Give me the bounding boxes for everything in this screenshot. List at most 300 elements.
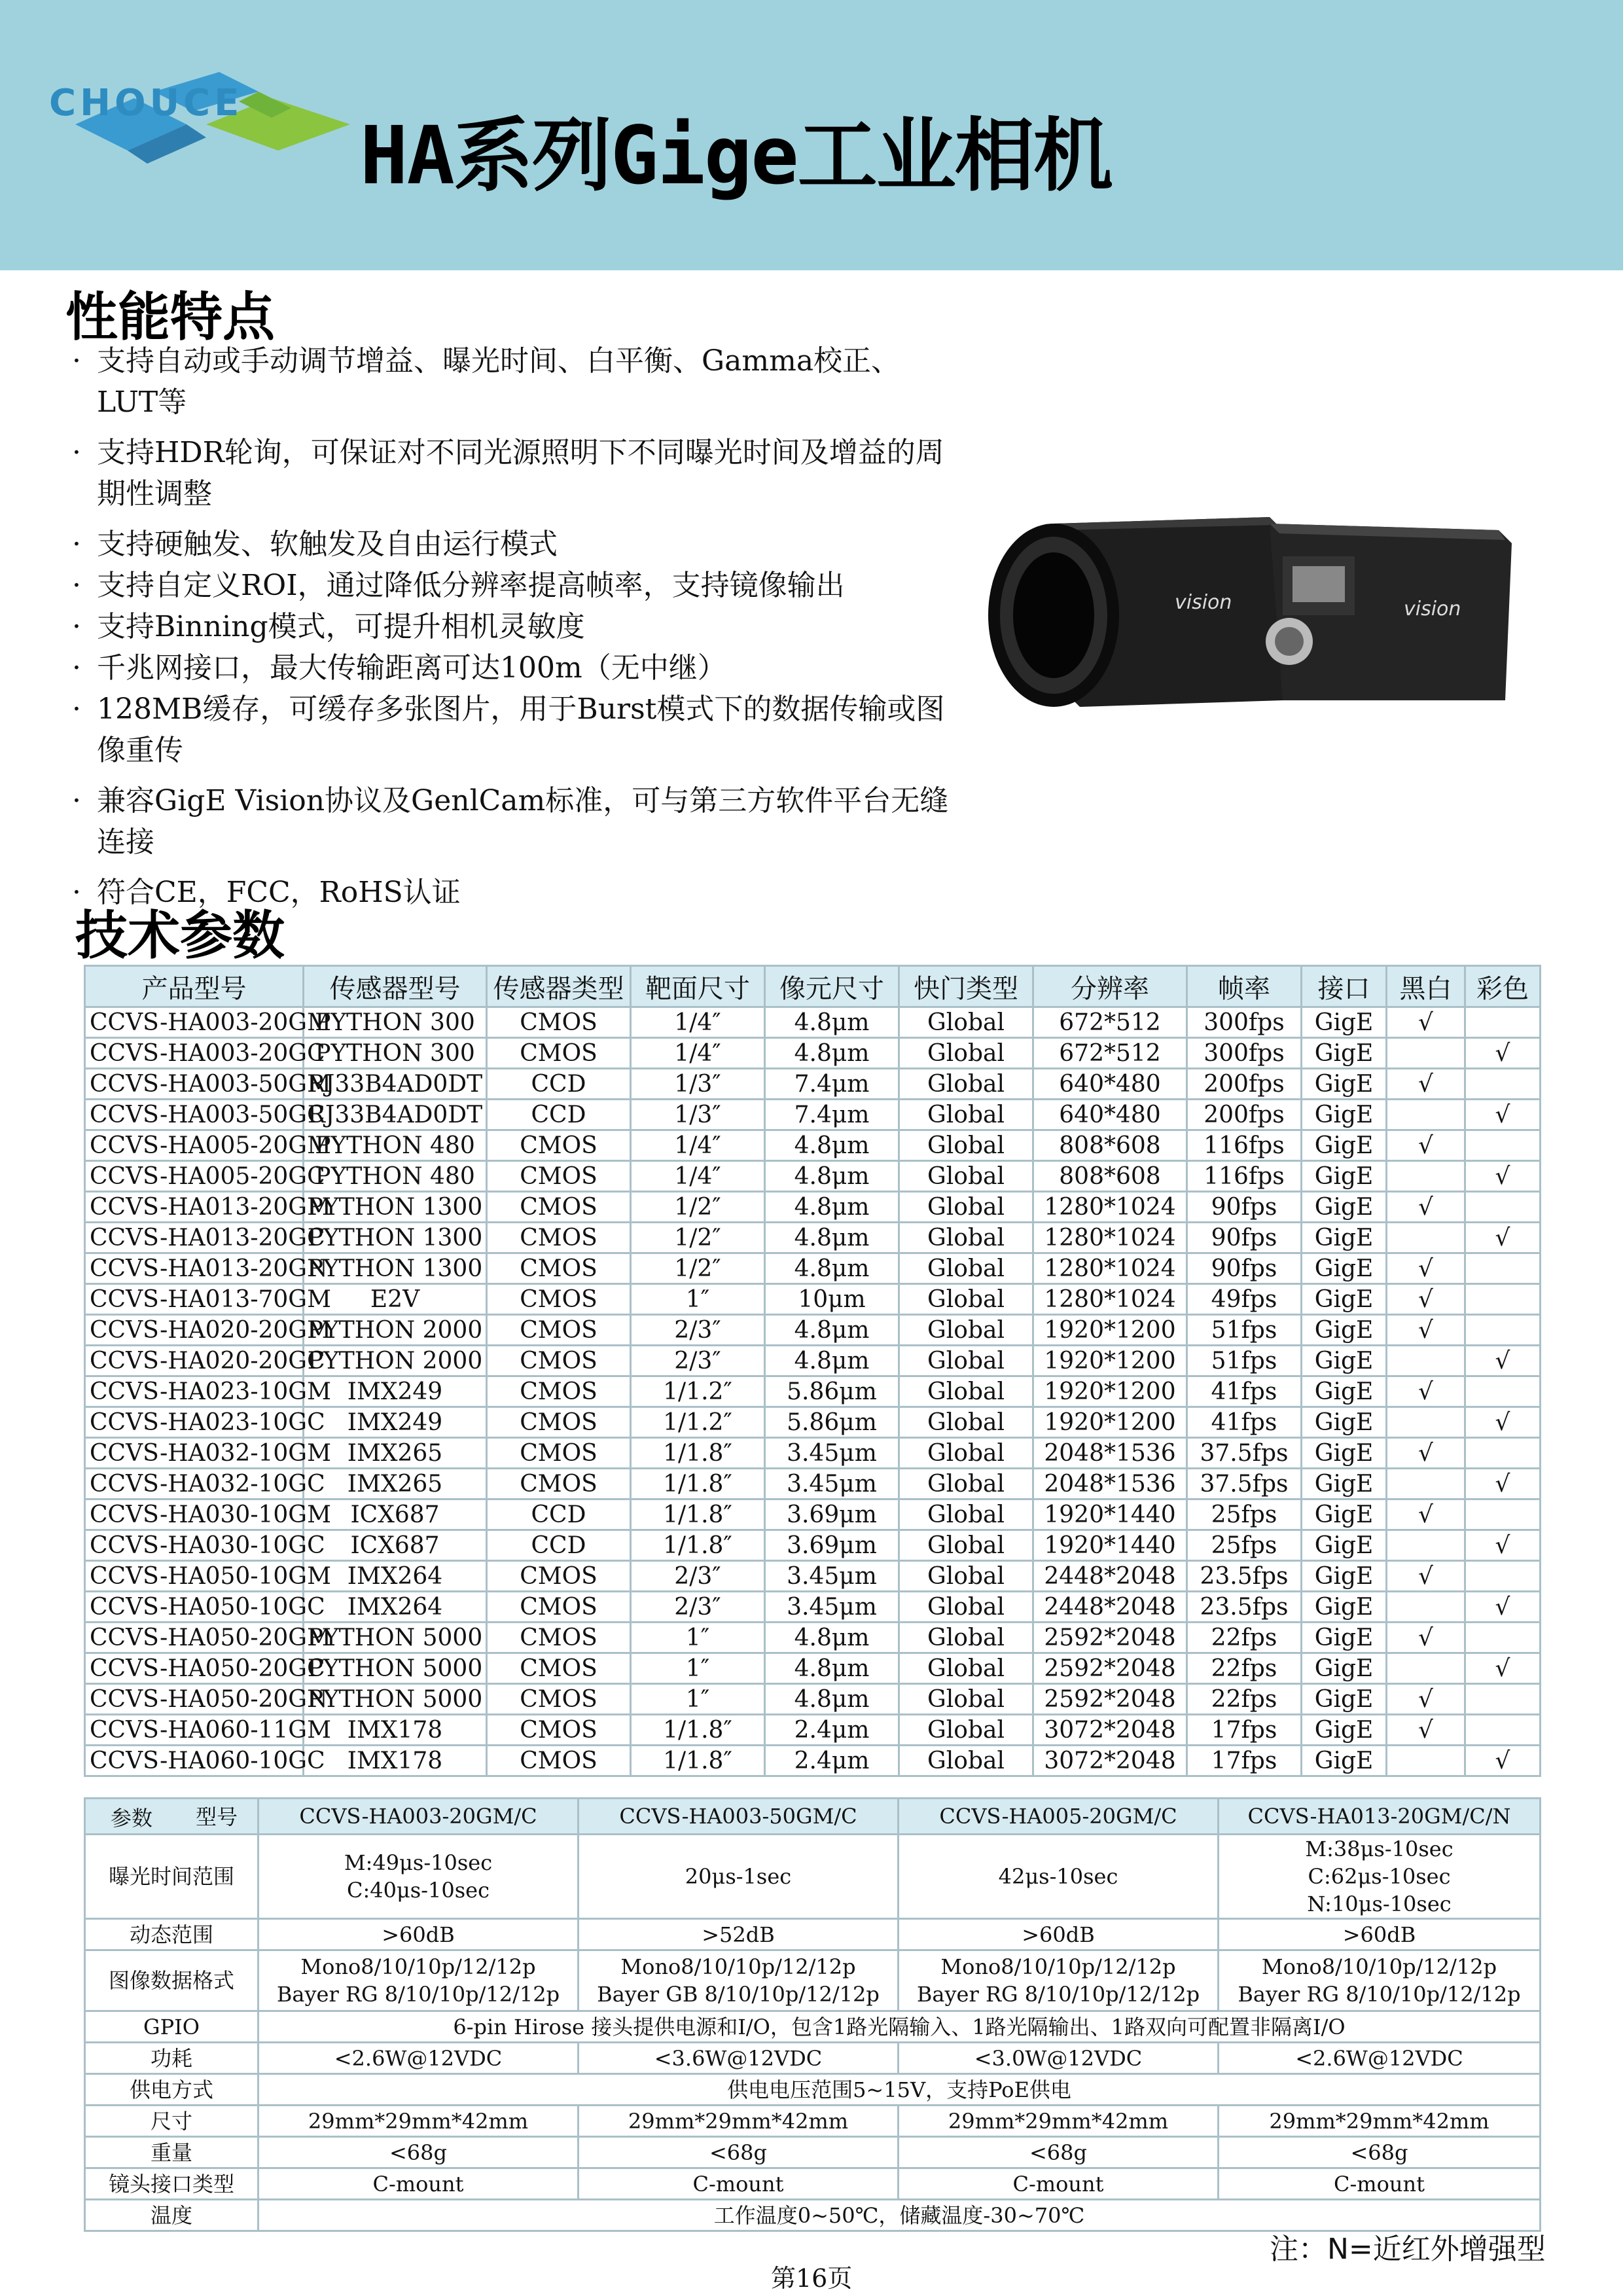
spec-cell: GigE (1302, 1623, 1387, 1653)
spec-cell: 1920*1200 (1033, 1346, 1187, 1376)
spec-cell: 25fps (1187, 1530, 1302, 1561)
spec-cell: √ (1387, 1623, 1465, 1653)
feature-item: · 兼容GigE Vision协议及GenlCam标准，可与第三方软件平台无缝连接 (65, 780, 949, 863)
model-cell: CCVS-HA013-20GN (85, 1253, 304, 1284)
spec-cell: CMOS (487, 1161, 631, 1192)
param-value (1219, 1950, 1541, 2011)
spec-cell: 41fps (1187, 1376, 1302, 1407)
spec-cell (1465, 1623, 1541, 1653)
spec-cell (1387, 1346, 1465, 1376)
spec-cell: 5.86μm (765, 1407, 899, 1438)
param-value: C-mount (579, 2168, 899, 2200)
spec-cell (1387, 1653, 1465, 1684)
spec-cell: GigE (1302, 1653, 1387, 1684)
model-cell: CCVS-HA023-10GM (85, 1376, 304, 1407)
spec-row (85, 1530, 1541, 1561)
spec-cell: Global (899, 1038, 1033, 1069)
param-value: 工作温度0~50℃，储藏温度-30~70℃ (259, 2200, 1541, 2231)
spec-cell: GigE (1302, 1284, 1387, 1315)
spec-cell: E2V (304, 1284, 487, 1315)
spec-cell: Global (899, 1100, 1033, 1130)
model-cell: CCVS-HA050-20GM (85, 1623, 304, 1653)
spec-cell: 640*480 (1033, 1069, 1187, 1100)
spec-cell: 4.8μm (765, 1623, 899, 1653)
model-header: CCVS-HA003-50GM/C (579, 1799, 899, 1835)
spec-cell: √ (1387, 1130, 1465, 1161)
spec-cell: 90fps (1187, 1253, 1302, 1284)
spec-cell (1387, 1469, 1465, 1499)
feature-item: · 支持硬触发、软触发及自由运行模式 (65, 524, 949, 565)
spec-cell: 22fps (1187, 1684, 1302, 1715)
camera-brand-text: vision (1404, 598, 1461, 620)
spec-cell: 23.5fps (1187, 1561, 1302, 1592)
spec-cell: 1280*1024 (1033, 1223, 1187, 1253)
spec-table (84, 965, 1541, 1777)
spec-cell: 1/3″ (631, 1069, 765, 1100)
spec-cell: 2/3″ (631, 1315, 765, 1346)
spec-cell: GigE (1302, 1592, 1387, 1623)
spec-cell: CMOS (487, 1223, 631, 1253)
spec-cell: 22fps (1187, 1653, 1302, 1684)
spec-row (85, 1346, 1541, 1376)
spec-row (85, 1653, 1541, 1684)
spec-cell: Global (899, 1499, 1033, 1530)
model-corner-label: 型号 (195, 1804, 238, 1829)
spec-row (85, 1223, 1541, 1253)
spec-cell: GigE (1302, 1100, 1387, 1130)
spec-cell: √ (1465, 1530, 1541, 1561)
spec-cell: Global (899, 1407, 1033, 1438)
spec-cell: IMX265 (304, 1469, 487, 1499)
spec-cell (1465, 1684, 1541, 1715)
specs-heading: 技术参数 (75, 905, 285, 966)
param-value-line: Bayer GB 8/10/10p/12/12p (597, 1982, 880, 2007)
param-value (579, 1950, 899, 2011)
spec-row (85, 1407, 1541, 1438)
spec-cell: CCD (487, 1069, 631, 1100)
spec-cell: ICX687 (304, 1530, 487, 1561)
feature-item: · 千兆网接口，最大传输距离可达100m（无中继） (65, 647, 949, 689)
param-row-data-format (85, 1950, 1541, 2011)
spec-cell (1465, 1315, 1541, 1346)
spec-row (85, 1007, 1541, 1038)
spec-cell: GigE (1302, 1253, 1387, 1284)
spec-cell: 3.45μm (765, 1561, 899, 1592)
spec-cell: CMOS (487, 1653, 631, 1684)
spec-cell: Global (899, 1007, 1033, 1038)
param-value: >60dB (1219, 1919, 1541, 1950)
spec-cell: RJ33B4AD0DT (304, 1100, 487, 1130)
param-label: 功耗 (85, 2043, 259, 2074)
param-label: 温度 (85, 2200, 259, 2231)
spec-cell: √ (1387, 1715, 1465, 1746)
spec-cell: PYTHON 5000 (304, 1684, 487, 1715)
spec-cell (1465, 1499, 1541, 1530)
param-label: 重量 (85, 2137, 259, 2168)
spec-cell (1387, 1100, 1465, 1130)
spec-cell: 5.86μm (765, 1376, 899, 1407)
spec-cell: 17fps (1187, 1746, 1302, 1776)
param-value: <2.6W@12VDC (259, 2043, 579, 2074)
spec-cell: 1/2″ (631, 1192, 765, 1223)
spec-cell: 4.8μm (765, 1130, 899, 1161)
logo-text: CHOUCE (49, 82, 243, 124)
spec-cell: CMOS (487, 1284, 631, 1315)
param-table (84, 1797, 1541, 2232)
spec-cell: 1″ (631, 1284, 765, 1315)
spec-cell: 1920*1200 (1033, 1376, 1187, 1407)
spec-cell: 4.8μm (765, 1653, 899, 1684)
spec-row (85, 1130, 1541, 1161)
spec-cell: IMX249 (304, 1376, 487, 1407)
model-cell: CCVS-HA050-20GC (85, 1653, 304, 1684)
spec-cell: Global (899, 1684, 1033, 1715)
spec-cell: 4.8μm (765, 1346, 899, 1376)
spec-cell: GigE (1302, 1499, 1387, 1530)
spec-cell: CMOS (487, 1253, 631, 1284)
param-value: C-mount (899, 2168, 1219, 2200)
spec-cell: √ (1465, 1469, 1541, 1499)
param-value-line: Mono8/10/10p/12/12p (1261, 1954, 1497, 1979)
param-value-line: Bayer RG 8/10/10p/12/12p (1238, 1982, 1521, 2007)
model-header: CCVS-HA005-20GM/C (899, 1799, 1219, 1835)
spec-cell: GigE (1302, 1161, 1387, 1192)
spec-cell: 1″ (631, 1623, 765, 1653)
spec-cell: 1280*1024 (1033, 1253, 1187, 1284)
spec-cell: PYTHON 1300 (304, 1192, 487, 1223)
spec-cell: GigE (1302, 1376, 1387, 1407)
param-value: 29mm*29mm*42mm (259, 2106, 579, 2137)
spec-cell: √ (1387, 1315, 1465, 1346)
camera-brand-text: vision (1175, 591, 1232, 614)
spec-cell: Global (899, 1223, 1033, 1253)
param-corner-label: 参数 (111, 1806, 153, 1831)
spec-cell: √ (1387, 1192, 1465, 1223)
param-value-line: 42μs-10sec (998, 1864, 1118, 1889)
model-cell: CCVS-HA020-20GM (85, 1315, 304, 1346)
spec-column-header: 彩色 (1465, 966, 1541, 1007)
spec-cell: Global (899, 1253, 1033, 1284)
spec-cell: Global (899, 1623, 1033, 1653)
spec-cell: 2.4μm (765, 1715, 899, 1746)
spec-cell: Global (899, 1592, 1033, 1623)
spec-cell: CMOS (487, 1715, 631, 1746)
spec-cell: GigE (1302, 1007, 1387, 1038)
spec-cell (1465, 1284, 1541, 1315)
feature-item: · 支持自定义ROI，通过降低分辨率提高帧率，支持镜像输出 (65, 565, 949, 606)
spec-table-header (85, 966, 1541, 1007)
spec-cell: Global (899, 1315, 1033, 1346)
model-cell: CCVS-HA050-20GN (85, 1684, 304, 1715)
param-row-dynamic-range (85, 1919, 1541, 1950)
spec-table-body (85, 1007, 1541, 1776)
spec-cell (1387, 1407, 1465, 1438)
spec-cell: 3.45μm (765, 1438, 899, 1469)
spec-cell: 2448*2048 (1033, 1561, 1187, 1592)
model-cell: CCVS-HA020-20GC (85, 1346, 304, 1376)
param-value (1219, 1835, 1541, 1919)
spec-cell (1465, 1376, 1541, 1407)
spec-cell: CMOS (487, 1130, 631, 1161)
spec-cell (1465, 1438, 1541, 1469)
model-cell: CCVS-HA013-70GM (85, 1284, 304, 1315)
param-corner-cell (85, 1799, 259, 1835)
param-value (259, 1835, 579, 1919)
spec-row (85, 1069, 1541, 1100)
spec-cell: 672*512 (1033, 1007, 1187, 1038)
spec-cell: √ (1465, 1592, 1541, 1623)
model-cell: CCVS-HA060-10GC (85, 1746, 304, 1776)
param-value: <68g (579, 2137, 899, 2168)
spec-cell: 90fps (1187, 1223, 1302, 1253)
model-cell: CCVS-HA060-11GM (85, 1715, 304, 1746)
spec-cell: √ (1465, 1407, 1541, 1438)
param-value-line: M:38μs-10sec (1305, 1837, 1454, 1861)
spec-cell: IMX264 (304, 1561, 487, 1592)
spec-cell: CMOS (487, 1192, 631, 1223)
model-cell: CCVS-HA005-20GC (85, 1161, 304, 1192)
spec-cell: 1/2″ (631, 1253, 765, 1284)
spec-cell (1387, 1161, 1465, 1192)
spec-cell: 2592*2048 (1033, 1684, 1187, 1715)
spec-column-header: 传感器类型 (487, 966, 631, 1007)
param-value: <2.6W@12VDC (1219, 2043, 1541, 2074)
spec-cell: CCD (487, 1530, 631, 1561)
spec-cell: GigE (1302, 1192, 1387, 1223)
spec-cell: 1/4″ (631, 1130, 765, 1161)
spec-cell: Global (899, 1746, 1033, 1776)
spec-cell: CMOS (487, 1376, 631, 1407)
param-value: 供电电压范围5~15V，支持PoE供电 (259, 2074, 1541, 2106)
spec-cell: 672*512 (1033, 1038, 1187, 1069)
spec-cell (1465, 1715, 1541, 1746)
spec-cell (1465, 1130, 1541, 1161)
spec-cell: PYTHON 1300 (304, 1253, 487, 1284)
spec-cell: 22fps (1187, 1623, 1302, 1653)
spec-column-header: 接口 (1302, 966, 1387, 1007)
spec-cell: 4.8μm (765, 1253, 899, 1284)
spec-cell: 2592*2048 (1033, 1623, 1187, 1653)
spec-cell: GigE (1302, 1069, 1387, 1100)
param-value (579, 1835, 899, 1919)
spec-row (85, 1715, 1541, 1746)
spec-cell: 2/3″ (631, 1561, 765, 1592)
spec-cell: √ (1465, 1746, 1541, 1776)
param-value: 29mm*29mm*42mm (899, 2106, 1219, 2137)
param-row-exposure (85, 1835, 1541, 1919)
param-value: C-mount (259, 2168, 579, 2200)
spec-cell: 3.69μm (765, 1530, 899, 1561)
param-value: >60dB (259, 1919, 579, 1950)
spec-cell (1387, 1530, 1465, 1561)
feature-item: · 符合CE，FCC，RoHS认证 (65, 872, 949, 913)
spec-cell: 3072*2048 (1033, 1715, 1187, 1746)
param-value-line: N:10μs-10sec (1307, 1892, 1452, 1916)
spec-cell: 1/1.2″ (631, 1407, 765, 1438)
spec-cell: 1/1.8″ (631, 1499, 765, 1530)
spec-cell: 1280*1024 (1033, 1192, 1187, 1223)
spec-row (85, 1438, 1541, 1469)
spec-cell: 1/1.2″ (631, 1376, 765, 1407)
spec-cell: IMX264 (304, 1592, 487, 1623)
param-value: 6-pin Hirose 接头提供电源和I/O，包含1路光隔输入、1路光隔输出、1路双向可配置非隔离I/O (259, 2011, 1541, 2043)
spec-cell: √ (1387, 1499, 1465, 1530)
spec-cell: Global (899, 1161, 1033, 1192)
spec-cell: Global (899, 1438, 1033, 1469)
param-label: 图像数据格式 (85, 1950, 259, 2011)
model-cell: CCVS-HA050-10GC (85, 1592, 304, 1623)
param-value: <68g (259, 2137, 579, 2168)
spec-cell: Global (899, 1284, 1033, 1315)
model-cell: CCVS-HA003-20GC (85, 1038, 304, 1069)
param-value: <68g (1219, 2137, 1541, 2168)
param-value-line: Mono8/10/10p/12/12p (940, 1954, 1176, 1979)
feature-item: · 支持HDR轮询，可保证对不同光源照明下不同曝光时间及增益的周期性调整 (65, 432, 949, 514)
model-header: CCVS-HA013-20GM/C/N (1219, 1799, 1541, 1835)
spec-cell: CMOS (487, 1684, 631, 1715)
spec-cell: 49fps (1187, 1284, 1302, 1315)
param-value: 29mm*29mm*42mm (579, 2106, 899, 2137)
spec-cell: √ (1387, 1561, 1465, 1592)
spec-cell: PYTHON 300 (304, 1038, 487, 1069)
spec-cell: GigE (1302, 1130, 1387, 1161)
spec-cell: GigE (1302, 1438, 1387, 1469)
param-value-line: Bayer RG 8/10/10p/12/12p (916, 1982, 1200, 2007)
spec-cell: 300fps (1187, 1007, 1302, 1038)
spec-cell: 116fps (1187, 1161, 1302, 1192)
spec-cell: PYTHON 300 (304, 1007, 487, 1038)
spec-cell: 3072*2048 (1033, 1746, 1187, 1776)
footnote: 注：N=近红外增强型 (1270, 2233, 1546, 2266)
spec-cell: √ (1387, 1069, 1465, 1100)
spec-cell: CMOS (487, 1592, 631, 1623)
param-row-size (85, 2106, 1541, 2137)
spec-cell: CMOS (487, 1315, 631, 1346)
spec-cell: 116fps (1187, 1130, 1302, 1161)
spec-row (85, 1161, 1541, 1192)
spec-cell: GigE (1302, 1684, 1387, 1715)
spec-cell: 4.8μm (765, 1315, 899, 1346)
spec-cell: √ (1387, 1438, 1465, 1469)
spec-cell: 1/4″ (631, 1038, 765, 1069)
spec-cell: 1/1.8″ (631, 1469, 765, 1499)
spec-cell: √ (1387, 1007, 1465, 1038)
model-cell: CCVS-HA030-10GM (85, 1499, 304, 1530)
spec-cell: GigE (1302, 1223, 1387, 1253)
features-heading: 性能特点 (65, 287, 275, 348)
spec-cell: CMOS (487, 1407, 631, 1438)
feature-item: · 128MB缓存，可缓存多张图片，用于Burst模式下的数据传输或图像重传 (65, 689, 949, 771)
spec-cell: 7.4μm (765, 1100, 899, 1130)
model-cell: CCVS-HA013-20GC (85, 1223, 304, 1253)
spec-cell: Global (899, 1069, 1033, 1100)
param-value (899, 1950, 1219, 2011)
spec-cell: PYTHON 5000 (304, 1653, 487, 1684)
spec-cell: 4.8μm (765, 1223, 899, 1253)
spec-cell: Global (899, 1130, 1033, 1161)
spec-cell: Global (899, 1715, 1033, 1746)
spec-row (85, 1100, 1541, 1130)
spec-row (85, 1192, 1541, 1223)
page-title: HA系列Gige工业相机 (360, 109, 1112, 202)
param-label: 镜头接口类型 (85, 2168, 259, 2200)
spec-cell: CMOS (487, 1346, 631, 1376)
spec-cell: Global (899, 1561, 1033, 1592)
header-banner (0, 0, 1623, 270)
spec-cell: IMX265 (304, 1438, 487, 1469)
spec-cell (1465, 1069, 1541, 1100)
page-number: 第16页 (771, 2264, 853, 2293)
param-row-lens (85, 2168, 1541, 2200)
spec-row (85, 1684, 1541, 1715)
spec-cell (1465, 1253, 1541, 1284)
spec-cell: 1920*1440 (1033, 1499, 1187, 1530)
model-cell: CCVS-HA005-20GM (85, 1130, 304, 1161)
param-label: GPIO (85, 2011, 259, 2043)
spec-cell: 4.8μm (765, 1192, 899, 1223)
spec-cell: CCD (487, 1499, 631, 1530)
param-value: <68g (899, 2137, 1219, 2168)
spec-cell: 300fps (1187, 1038, 1302, 1069)
param-value: >52dB (579, 1919, 899, 1950)
spec-cell: 51fps (1187, 1315, 1302, 1346)
spec-cell: GigE (1302, 1469, 1387, 1499)
model-cell: CCVS-HA030-10GC (85, 1530, 304, 1561)
spec-cell: PYTHON 2000 (304, 1315, 487, 1346)
spec-cell: 200fps (1187, 1069, 1302, 1100)
spec-cell: GigE (1302, 1315, 1387, 1346)
spec-cell: 2448*2048 (1033, 1592, 1187, 1623)
param-value: >60dB (899, 1919, 1219, 1950)
param-value (899, 1835, 1219, 1919)
spec-cell: Global (899, 1346, 1033, 1376)
spec-cell: GigE (1302, 1407, 1387, 1438)
spec-cell: Global (899, 1192, 1033, 1223)
spec-cell: IMX249 (304, 1407, 487, 1438)
spec-column-header: 黑白 (1387, 966, 1465, 1007)
spec-column-header: 传感器型号 (304, 966, 487, 1007)
spec-cell: CMOS (487, 1623, 631, 1653)
spec-cell: √ (1387, 1376, 1465, 1407)
spec-cell: GigE (1302, 1346, 1387, 1376)
spec-cell: 17fps (1187, 1715, 1302, 1746)
spec-cell: 1/1.8″ (631, 1715, 765, 1746)
spec-cell: 2/3″ (631, 1592, 765, 1623)
spec-cell: √ (1465, 1223, 1541, 1253)
param-label: 尺寸 (85, 2106, 259, 2137)
spec-cell: 1/1.8″ (631, 1746, 765, 1776)
spec-cell: 25fps (1187, 1499, 1302, 1530)
spec-cell: 2048*1536 (1033, 1438, 1187, 1469)
spec-cell: 37.5fps (1187, 1469, 1302, 1499)
feature-item: · 支持自动或手动调节增益、曝光时间、白平衡、Gamma校正、LUT等 (65, 340, 949, 423)
model-cell: CCVS-HA003-20GM (85, 1007, 304, 1038)
spec-cell: 41fps (1187, 1407, 1302, 1438)
model-cell: CCVS-HA003-50GC (85, 1100, 304, 1130)
spec-row (85, 1376, 1541, 1407)
spec-cell: Global (899, 1376, 1033, 1407)
spec-cell: 1920*1200 (1033, 1407, 1187, 1438)
spec-row (85, 1253, 1541, 1284)
param-label: 动态范围 (85, 1919, 259, 1950)
spec-cell: CMOS (487, 1746, 631, 1776)
param-table-header (85, 1799, 1541, 1835)
spec-row (85, 1315, 1541, 1346)
spec-cell: 3.69μm (765, 1499, 899, 1530)
spec-cell: 1/4″ (631, 1161, 765, 1192)
model-cell: CCVS-HA050-10GM (85, 1561, 304, 1592)
spec-cell: 4.8μm (765, 1161, 899, 1192)
